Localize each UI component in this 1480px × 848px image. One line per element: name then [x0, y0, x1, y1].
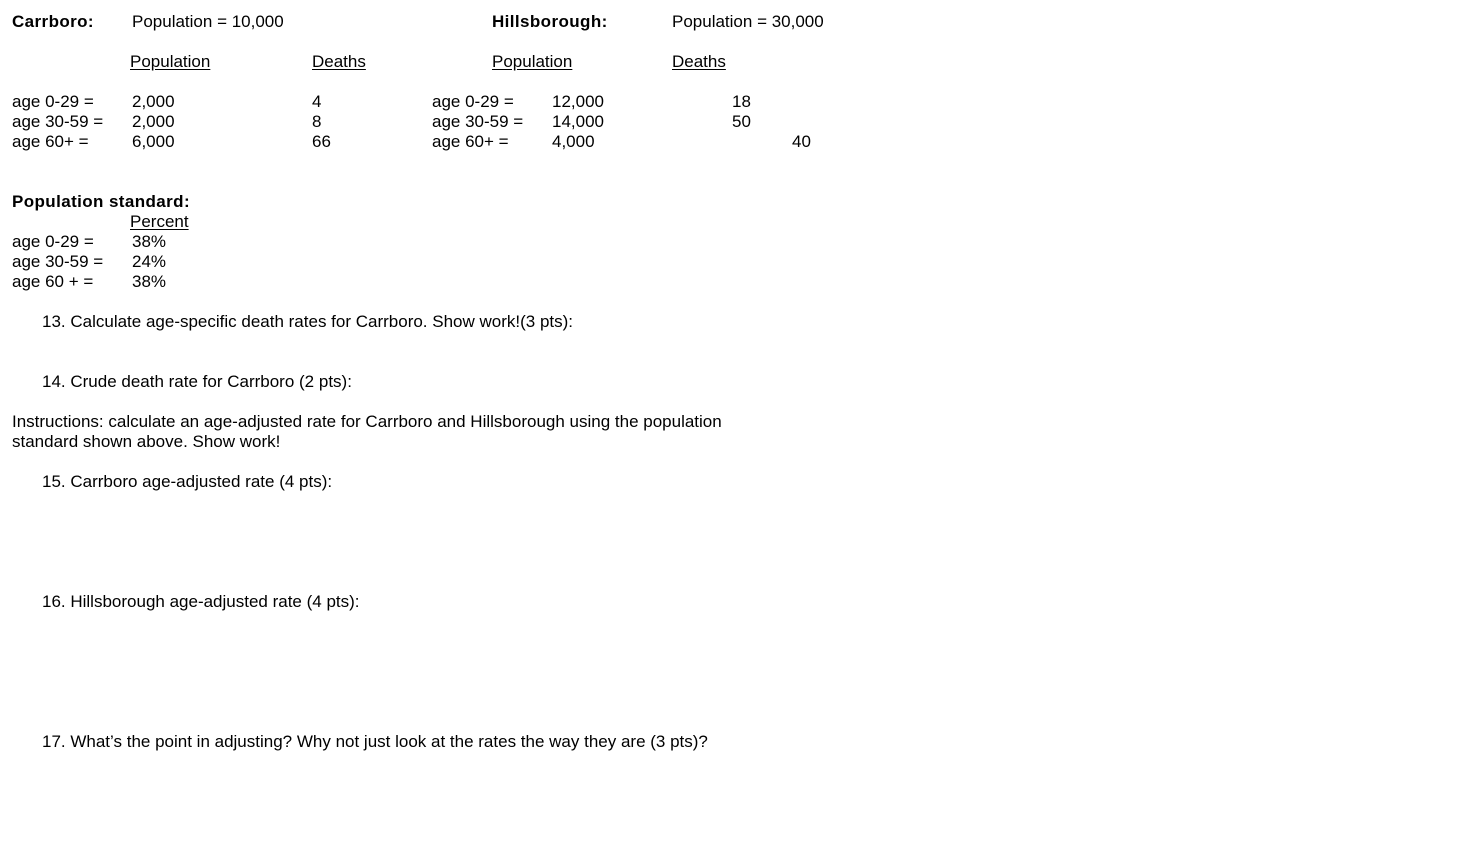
- carrboro-population-total: Population = 10,000: [132, 12, 284, 31]
- hillsborough-title: Hillsborough:: [492, 12, 608, 31]
- hillsborough-row-deaths: 50: [732, 112, 751, 131]
- hillsborough-row-deaths: 40: [792, 132, 811, 151]
- carrboro-col-deaths: Deaths: [312, 52, 366, 71]
- standard-title: Population standard:: [12, 192, 190, 211]
- hillsborough-col-population: Population: [492, 52, 573, 71]
- carrboro-row-age: age 30-59 =: [12, 112, 104, 131]
- carrboro-row-age: age 60+ =: [12, 132, 89, 151]
- question-16: 16. Hillsborough age-adjusted rate (4 pts):: [42, 592, 360, 611]
- hillsborough-row-population: 4,000: [552, 132, 595, 151]
- question-15: 15. Carrboro age-adjusted rate (4 pts):: [42, 472, 333, 491]
- hillsborough-row-population: 14,000: [552, 112, 604, 131]
- carrboro-row-population: 2,000: [132, 92, 175, 111]
- standard-row-percent: 38%: [132, 232, 167, 251]
- carrboro-row-deaths: 8: [312, 112, 322, 131]
- standard-col-percent: Percent: [130, 212, 189, 231]
- hillsborough-col-deaths: Deaths: [672, 52, 726, 71]
- carrboro-row-age: age 0-29 =: [12, 92, 94, 111]
- question-14: 14. Crude death rate for Carrboro (2 pts):: [42, 372, 352, 391]
- standard-row-percent: 24%: [132, 252, 167, 271]
- carrboro-title: Carrboro:: [12, 12, 94, 31]
- standard-row-percent: 38%: [132, 272, 167, 291]
- question-17: 17. What’s the point in adjusting? Why not just look at the rates the way they are (3 pts)?: [42, 732, 708, 751]
- hillsborough-row-deaths: 18: [732, 92, 751, 111]
- carrboro-row-population: 2,000: [132, 112, 175, 131]
- hillsborough-row-age: age 0-29 =: [432, 92, 514, 111]
- carrboro-row-population: 6,000: [132, 132, 175, 151]
- hillsborough-population-total: Population = 30,000: [672, 12, 824, 31]
- carrboro-row-deaths: 4: [312, 92, 322, 111]
- instructions-line-2: standard shown above. Show work!: [12, 432, 281, 451]
- question-13: 13. Calculate age-specific death rates for Carrboro. Show work!(3 pts):: [42, 312, 574, 331]
- instructions-line-1: Instructions: calculate an age-adjusted rate for Carrboro and Hillsborough using the population: [12, 412, 722, 431]
- standard-row-age: age 60 + =: [12, 272, 94, 291]
- standard-row-age: age 0-29 =: [12, 232, 94, 251]
- carrboro-row-deaths: 66: [312, 132, 331, 151]
- hillsborough-row-age: age 60+ =: [432, 132, 509, 151]
- hillsborough-row-population: 12,000: [552, 92, 604, 111]
- standard-row-age: age 30-59 =: [12, 252, 104, 271]
- carrboro-col-population: Population: [130, 52, 211, 71]
- hillsborough-row-age: age 30-59 =: [432, 112, 524, 131]
